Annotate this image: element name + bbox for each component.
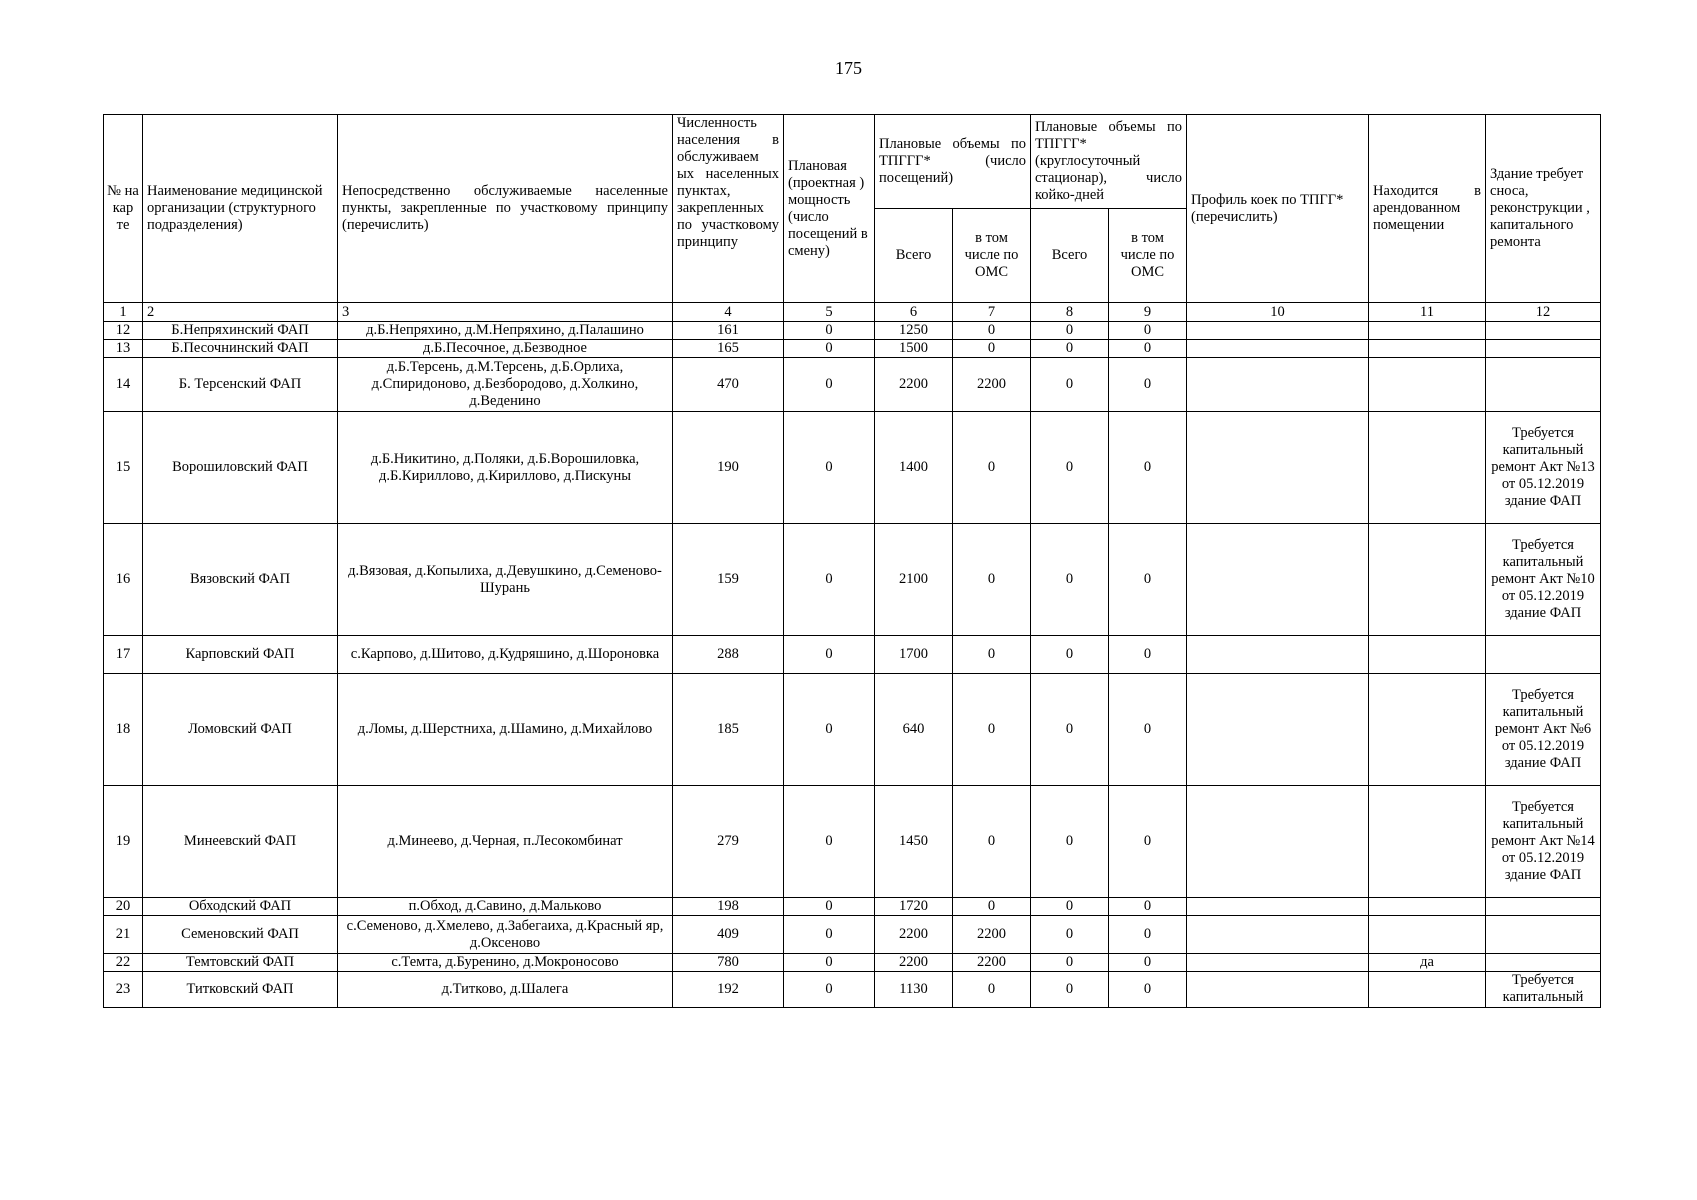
organization-name: Ворошиловский ФАП <box>143 412 338 524</box>
header-planned-visits: Плановые объемы по ТПГГГ* (число посещений) <box>875 115 1031 209</box>
repair-note <box>1486 898 1601 916</box>
beddays-oms: 0 <box>1109 358 1187 412</box>
header-beddays-oms: в том числе по ОМС <box>1109 209 1187 303</box>
repair-note <box>1486 954 1601 972</box>
visits-oms: 0 <box>953 412 1031 524</box>
rented-flag <box>1369 340 1486 358</box>
rented-flag <box>1369 916 1486 954</box>
bed-profile <box>1187 898 1369 916</box>
visits-total: 2200 <box>875 358 953 412</box>
row-number: 15 <box>104 412 143 524</box>
settlements: п.Обход, д.Савино, д.Мальково <box>338 898 673 916</box>
repair-note: Требуется капитальный ремонт Акт №13 от 05.12.2019 здание ФАП <box>1486 412 1601 524</box>
header-repair: Здание требует сноса, реконструкции , капитального ремонта <box>1486 115 1601 303</box>
visits-oms: 0 <box>953 322 1031 340</box>
beddays-total: 0 <box>1031 898 1109 916</box>
visits-oms: 0 <box>953 786 1031 898</box>
organization-name: Ломовский ФАП <box>143 674 338 786</box>
visits-oms: 2200 <box>953 358 1031 412</box>
population: 161 <box>673 322 784 340</box>
bed-profile <box>1187 524 1369 636</box>
table-row <box>104 916 1601 954</box>
column-number: 1 <box>104 303 143 322</box>
rented-flag: да <box>1369 954 1486 972</box>
beddays-total: 0 <box>1031 636 1109 674</box>
settlements: д.Б.Непряхино, д.М.Непряхино, д.Палашино <box>338 322 673 340</box>
organization-name: Б. Терсенский ФАП <box>143 358 338 412</box>
header-visits-total: Всего <box>875 209 953 303</box>
beddays-oms: 0 <box>1109 916 1187 954</box>
table-body <box>104 322 1601 1008</box>
capacity: 0 <box>784 358 875 412</box>
organization-name: Минеевский ФАП <box>143 786 338 898</box>
population: 470 <box>673 358 784 412</box>
header-rented: Находится в арендованном помещении <box>1369 115 1486 303</box>
beddays-total: 0 <box>1031 524 1109 636</box>
repair-note <box>1486 636 1601 674</box>
facilities-table <box>103 114 1601 1008</box>
capacity: 0 <box>784 898 875 916</box>
row-number: 12 <box>104 322 143 340</box>
settlements: д.Б.Терсень, д.М.Терсень, д.Б.Орлиха, д.Спиридоново, д.Безбородово, д.Холкино, д.Веденино <box>338 358 673 412</box>
table-row <box>104 636 1601 674</box>
settlements: с.Семеново, д.Хмелево, д.Забегаиха, д.Красный яр, д.Оксеново <box>338 916 673 954</box>
beddays-total: 0 <box>1031 916 1109 954</box>
page-number: 175 <box>835 58 862 78</box>
table-row <box>104 954 1601 972</box>
population: 279 <box>673 786 784 898</box>
row-number: 22 <box>104 954 143 972</box>
rented-flag <box>1369 412 1486 524</box>
beddays-total: 0 <box>1031 674 1109 786</box>
header-map-number: № на кар те <box>104 115 143 303</box>
settlements: д.Вязовая, д.Копылиха, д.Девушкино, д.Семеново-Шурань <box>338 524 673 636</box>
row-number: 13 <box>104 340 143 358</box>
visits-oms: 0 <box>953 636 1031 674</box>
bed-profile <box>1187 358 1369 412</box>
row-number: 19 <box>104 786 143 898</box>
header-capacity: Плановая (проектная ) мощность (число посещений в смену) <box>784 115 875 303</box>
population: 192 <box>673 972 784 1008</box>
beddays-oms: 0 <box>1109 972 1187 1008</box>
header-visits-oms: в том числе по ОМС <box>953 209 1031 303</box>
beddays-oms: 0 <box>1109 786 1187 898</box>
header-beddays-total: Всего <box>1031 209 1109 303</box>
population: 409 <box>673 916 784 954</box>
row-number: 14 <box>104 358 143 412</box>
settlements: д.Титково, д.Шалега <box>338 972 673 1008</box>
settlements: с.Темта, д.Буренино, д.Мокроносово <box>338 954 673 972</box>
settlements: д.Ломы, д.Шерстниха, д.Шамино, д.Михайлово <box>338 674 673 786</box>
settlements: д.Минеево, д.Черная, п.Лесокомбинат <box>338 786 673 898</box>
column-number: 10 <box>1187 303 1369 322</box>
visits-total: 2100 <box>875 524 953 636</box>
visits-oms: 0 <box>953 340 1031 358</box>
beddays-total: 0 <box>1031 322 1109 340</box>
beddays-total: 0 <box>1031 972 1109 1008</box>
organization-name: Б.Песочнинский ФАП <box>143 340 338 358</box>
settlements: д.Б.Никитино, д.Поляки, д.Б.Ворошиловка, д.Б.Кириллово, д.Кириллово, д.Пискуны <box>338 412 673 524</box>
capacity: 0 <box>784 412 875 524</box>
header-organization: Наименование медицинской организации (структурного подразделения) <box>143 115 338 303</box>
rented-flag <box>1369 636 1486 674</box>
row-number: 17 <box>104 636 143 674</box>
bed-profile <box>1187 322 1369 340</box>
table-row <box>104 358 1601 412</box>
bed-profile <box>1187 412 1369 524</box>
repair-note <box>1486 340 1601 358</box>
table-row <box>104 898 1601 916</box>
capacity: 0 <box>784 954 875 972</box>
column-number: 4 <box>673 303 784 322</box>
organization-name: Темтовский ФАП <box>143 954 338 972</box>
repair-note <box>1486 322 1601 340</box>
capacity: 0 <box>784 972 875 1008</box>
column-number: 9 <box>1109 303 1187 322</box>
population: 198 <box>673 898 784 916</box>
beddays-oms: 0 <box>1109 636 1187 674</box>
column-number: 5 <box>784 303 875 322</box>
row-number: 20 <box>104 898 143 916</box>
column-number: 11 <box>1369 303 1486 322</box>
organization-name: Карповский ФАП <box>143 636 338 674</box>
bed-profile <box>1187 972 1369 1008</box>
column-number: 8 <box>1031 303 1109 322</box>
beddays-total: 0 <box>1031 412 1109 524</box>
population: 165 <box>673 340 784 358</box>
rented-flag <box>1369 972 1486 1008</box>
rented-flag <box>1369 524 1486 636</box>
beddays-total: 0 <box>1031 340 1109 358</box>
capacity: 0 <box>784 916 875 954</box>
beddays-oms: 0 <box>1109 340 1187 358</box>
organization-name: Б.Непряхинский ФАП <box>143 322 338 340</box>
settlements: с.Карпово, д.Шитово, д.Кудряшино, д.Шороновка <box>338 636 673 674</box>
header-settlements: Непосредственно обслуживаемые населенные пункты, закрепленные по участковому принципу (перечислить) <box>338 115 673 303</box>
visits-total: 2200 <box>875 916 953 954</box>
table-row <box>104 972 1601 1008</box>
organization-name: Обходский ФАП <box>143 898 338 916</box>
row-number: 18 <box>104 674 143 786</box>
column-number: 7 <box>953 303 1031 322</box>
repair-note: Требуется капитальный ремонт Акт №14 от 05.12.2019 здание ФАП <box>1486 786 1601 898</box>
population: 185 <box>673 674 784 786</box>
population: 190 <box>673 412 784 524</box>
visits-oms: 0 <box>953 972 1031 1008</box>
row-number: 16 <box>104 524 143 636</box>
column-number: 2 <box>143 303 338 322</box>
beddays-total: 0 <box>1031 358 1109 412</box>
visits-total: 640 <box>875 674 953 786</box>
repair-note: Требуется капитальный ремонт Акт №10 от 05.12.2019 здание ФАП <box>1486 524 1601 636</box>
repair-note <box>1486 916 1601 954</box>
visits-oms: 0 <box>953 898 1031 916</box>
bed-profile <box>1187 340 1369 358</box>
visits-total: 1250 <box>875 322 953 340</box>
capacity: 0 <box>784 322 875 340</box>
table-row <box>104 412 1601 524</box>
table-row <box>104 340 1601 358</box>
organization-name: Семеновский ФАП <box>143 916 338 954</box>
bed-profile <box>1187 674 1369 786</box>
table-row <box>104 786 1601 898</box>
population: 780 <box>673 954 784 972</box>
rented-flag <box>1369 322 1486 340</box>
header-planned-beddays: Плановые объемы по ТПГГГ* (круглосуточный стационар), число койко-дней <box>1031 115 1187 209</box>
beddays-oms: 0 <box>1109 322 1187 340</box>
column-number-row <box>104 303 1601 322</box>
capacity: 0 <box>784 786 875 898</box>
visits-total: 1450 <box>875 786 953 898</box>
rented-flag <box>1369 786 1486 898</box>
rented-flag <box>1369 674 1486 786</box>
visits-total: 1720 <box>875 898 953 916</box>
organization-name: Титковский ФАП <box>143 972 338 1008</box>
bed-profile <box>1187 786 1369 898</box>
beddays-total: 0 <box>1031 786 1109 898</box>
capacity: 0 <box>784 340 875 358</box>
repair-note <box>1486 358 1601 412</box>
visits-oms: 0 <box>953 524 1031 636</box>
visits-oms: 2200 <box>953 916 1031 954</box>
bed-profile <box>1187 916 1369 954</box>
capacity: 0 <box>784 524 875 636</box>
rented-flag <box>1369 898 1486 916</box>
repair-note: Требуется капитальный ремонт Акт №6 от 05.12.2019 здание ФАП <box>1486 674 1601 786</box>
beddays-oms: 0 <box>1109 524 1187 636</box>
column-number: 12 <box>1486 303 1601 322</box>
organization-name: Вязовский ФАП <box>143 524 338 636</box>
rented-flag <box>1369 358 1486 412</box>
visits-total: 1130 <box>875 972 953 1008</box>
visits-total: 1400 <box>875 412 953 524</box>
settlements: д.Б.Песочное, д.Безводное <box>338 340 673 358</box>
capacity: 0 <box>784 674 875 786</box>
population: 288 <box>673 636 784 674</box>
repair-note: Требуется капитальный <box>1486 972 1601 1008</box>
visits-oms: 0 <box>953 674 1031 786</box>
header-bed-profile: Профиль коек по ТПГГ* (перечислить) <box>1187 115 1369 303</box>
table-row <box>104 322 1601 340</box>
header-population: Численность населения в обслуживаем ых населенных пунктах, закрепленных по участковому принципу <box>673 115 784 303</box>
beddays-oms: 0 <box>1109 412 1187 524</box>
visits-total: 1700 <box>875 636 953 674</box>
beddays-oms: 0 <box>1109 674 1187 786</box>
column-number: 6 <box>875 303 953 322</box>
beddays-oms: 0 <box>1109 898 1187 916</box>
beddays-total: 0 <box>1031 954 1109 972</box>
table-row <box>104 674 1601 786</box>
bed-profile <box>1187 954 1369 972</box>
visits-total: 1500 <box>875 340 953 358</box>
column-number: 3 <box>338 303 673 322</box>
row-number: 23 <box>104 972 143 1008</box>
visits-total: 2200 <box>875 954 953 972</box>
bed-profile <box>1187 636 1369 674</box>
capacity: 0 <box>784 636 875 674</box>
beddays-oms: 0 <box>1109 954 1187 972</box>
visits-oms: 2200 <box>953 954 1031 972</box>
population: 159 <box>673 524 784 636</box>
row-number: 21 <box>104 916 143 954</box>
table-row <box>104 524 1601 636</box>
